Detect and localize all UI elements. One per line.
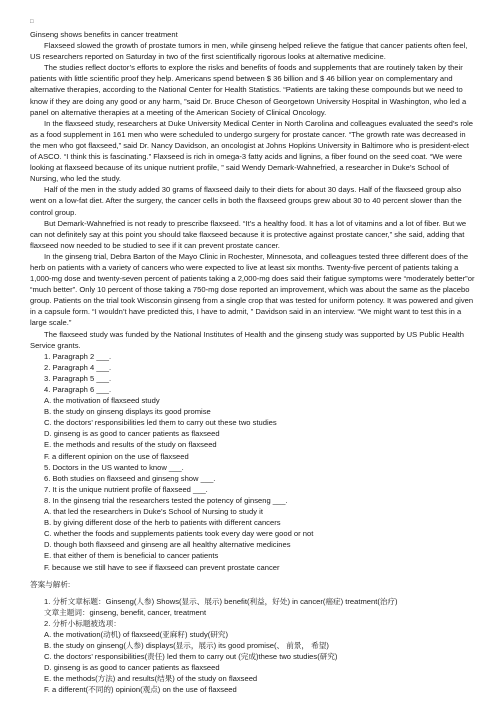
question-item: 3. Paragraph 5 ___. — [44, 373, 112, 383]
document-page — [30, 18, 476, 696]
option-item: E. that either of them is beneficial to cancer patients — [44, 551, 219, 561]
option-item: B. the study on ginseng displays its good promise — [44, 407, 211, 417]
paragraph-2: The studies reflect doctor’s efforts to explore the risks and benefits of foods and supplements that are routinely taken by their patients with little scientific proof they help. Americans spend between $ 36 billion and $ 46 billion year on complementary and alternative therapies, according to the National Center for Health Statistics. “Patients are taking these compounds but we need to know if they are doing any good or any harm, ”said Dr. Bruce Cheson of Georgetown University Hospital in Washington, who led a panel on alternative therapies at a meeting of the American Society of Clinical Oncology. — [30, 63, 467, 117]
question-item: 8. In the ginseng trial the researchers tested the potency of ginseng ___. — [44, 495, 288, 505]
question-item: 4. Paragraph 6 ___. — [44, 385, 112, 394]
analysis-line: 2. 分析小标题被选项： — [44, 618, 121, 628]
option-item: F. because we still have to see if flaxseed can prevent prostate cancer — [44, 562, 280, 572]
option-item: F. a different opinion on the use of flaxseed — [44, 451, 189, 461]
analysis-line: F. a different(不同的) opinion(观点) on the use of flaxseed — [44, 685, 237, 695]
option-item: D. though both flaxseed and ginseng are all healthy alternative medicines — [44, 540, 291, 550]
question-list — [30, 351, 476, 573]
paragraph-3: In the flaxseed study, researchers at Duke University Medical Center in North Carolina and colleagues evaluated the seed’s role as a food supplement in 161 men who were scheduled to undergo surgery for prostate cancer. “The growth rate was decreased in the men who got flaxseed,” said Dr. Nancy Davidson, an oncologist at Johns Hopkins University in Baltimore who is president-elect of ASCO. “I think this is fascinating.” Flaxseed is rich in omega-3 fatty acids and lignins, a fiber found on the seed coat. “We were looking at flaxseed because of its unique nutrient profile, ” said Wendy Demark-Wahnefried, a researcher in Duke’s School of Nursing, who led the study. — [30, 118, 473, 184]
option-item: A. the motivation of flaxseed study — [44, 396, 160, 406]
question-item: 7. It is the unique nutrient profile of flaxseed ___. — [44, 484, 208, 494]
analysis-line: 1. 分析文章标题：Ginseng(人参) Shows(显示、展示) benefit(利益，好处) in cancer(癌症) treatment(治疗) — [44, 596, 398, 606]
question-item: 6. Both studies on flaxseed and ginseng show ___. — [44, 473, 216, 483]
analysis-line: B. the study on ginseng(人参) displays(显示，展示) its good promise(、 前景， 希望) — [44, 641, 329, 651]
option-item: B. by giving different dose of the herb to patients with different cancers — [44, 518, 281, 528]
analysis-line: C. the doctors’ responsibilities(责任) led them to carry out (完成)these two studies(研究) — [44, 652, 338, 662]
paragraph-5: But Demark-Wahnefried is not ready to prescribe flaxseed. “It’s a healthy food. It has a lot of vitamins and a lot of fiber. But we can not definitely say at this point you should take flaxseed because it is protective against prostate cancer,” she said, adding that flaxseed now needed to be studied to see if it can prevent prostate cancer. — [30, 218, 467, 250]
question-item: 5. Doctors in the US wanted to know ___. — [44, 462, 184, 472]
analysis-line: D. ginseng is as good to cancer patients as flaxseed — [44, 663, 220, 673]
question-item: 2. Paragraph 4 ___. — [44, 362, 112, 372]
article-title: Ginseng shows benefits in cancer treatment — [30, 30, 178, 39]
analysis-line: A. the motivation(动机) of flaxseed(亚麻籽) study(研究) — [44, 629, 228, 639]
option-item: D. ginseng is as good to cancer patients as flaxseed — [44, 429, 220, 439]
option-item: A. that led the researchers in Duke’s School of Nursing to study it — [44, 507, 263, 517]
analysis-line: 文章主题词：ginseng, benefit, cancer, treatment — [44, 607, 207, 617]
paragraph-7: The flaxseed study was funded by the National Institutes of Health and the ginseng study was supported by US Public Health Service grants. — [30, 329, 465, 350]
paragraph-4: Half of the men in the study added 30 grams of flaxseed daily to their diets for about 30 days. Half of the flaxseed group also went on a low-fat diet. After the surgery, the cancer cells in both the flaxseed groups grew about 30 to 40 percent slower than the control group. — [30, 185, 462, 217]
option-item: C. whether the foods and supplements patients took every day were good or not — [44, 529, 314, 539]
option-item: E. the methods and results of the study on flaxseed — [44, 440, 217, 450]
page-marker: □ — [30, 19, 34, 25]
paragraph-6: In the ginseng trial, Debra Barton of the Mayo Clinic in Rochester, Minnesota, and colleagues tested three different does of the herb on patients with a variety of cancers who were expected to live at least six months. Twenty-five percent of patients taking a 1,000-mg dose and twenty-seven percent of patients taking a 2,000-mg does said their fatigue symptoms were “moderately better”or “much better”. Only 10 percent of those taking a 750-mg dose reported an improvement, which was about the same as the placebo group. Patients on the trial took Wisconsin ginseng from a single crop that was tested for uniform potency. It was powered and given in a capsule form. “I wouldn’t have predicted this, I have to admit, ” Davidson said in an interview. “We might want to test this in a large scale.” — [30, 251, 475, 328]
paragraph-1: Flaxseed slowed the growth of prostate tumors in men, while ginseng helped relieve the fatigue that cancer patients often feel, US researchers reported on Saturday in two of the first scientifically rigorous looks at alternative medicine. — [30, 41, 468, 62]
analysis-list — [30, 596, 476, 696]
analysis-line: E. the methods(方法) and results(结果) of the study on flaxseed — [44, 674, 258, 684]
answer-heading: 答案与解析: — [30, 579, 71, 589]
question-item: 1. Paragraph 2 ___. — [44, 351, 112, 361]
option-item: C. the doctors’ responsibilities led them to carry out these two studies — [44, 418, 277, 428]
